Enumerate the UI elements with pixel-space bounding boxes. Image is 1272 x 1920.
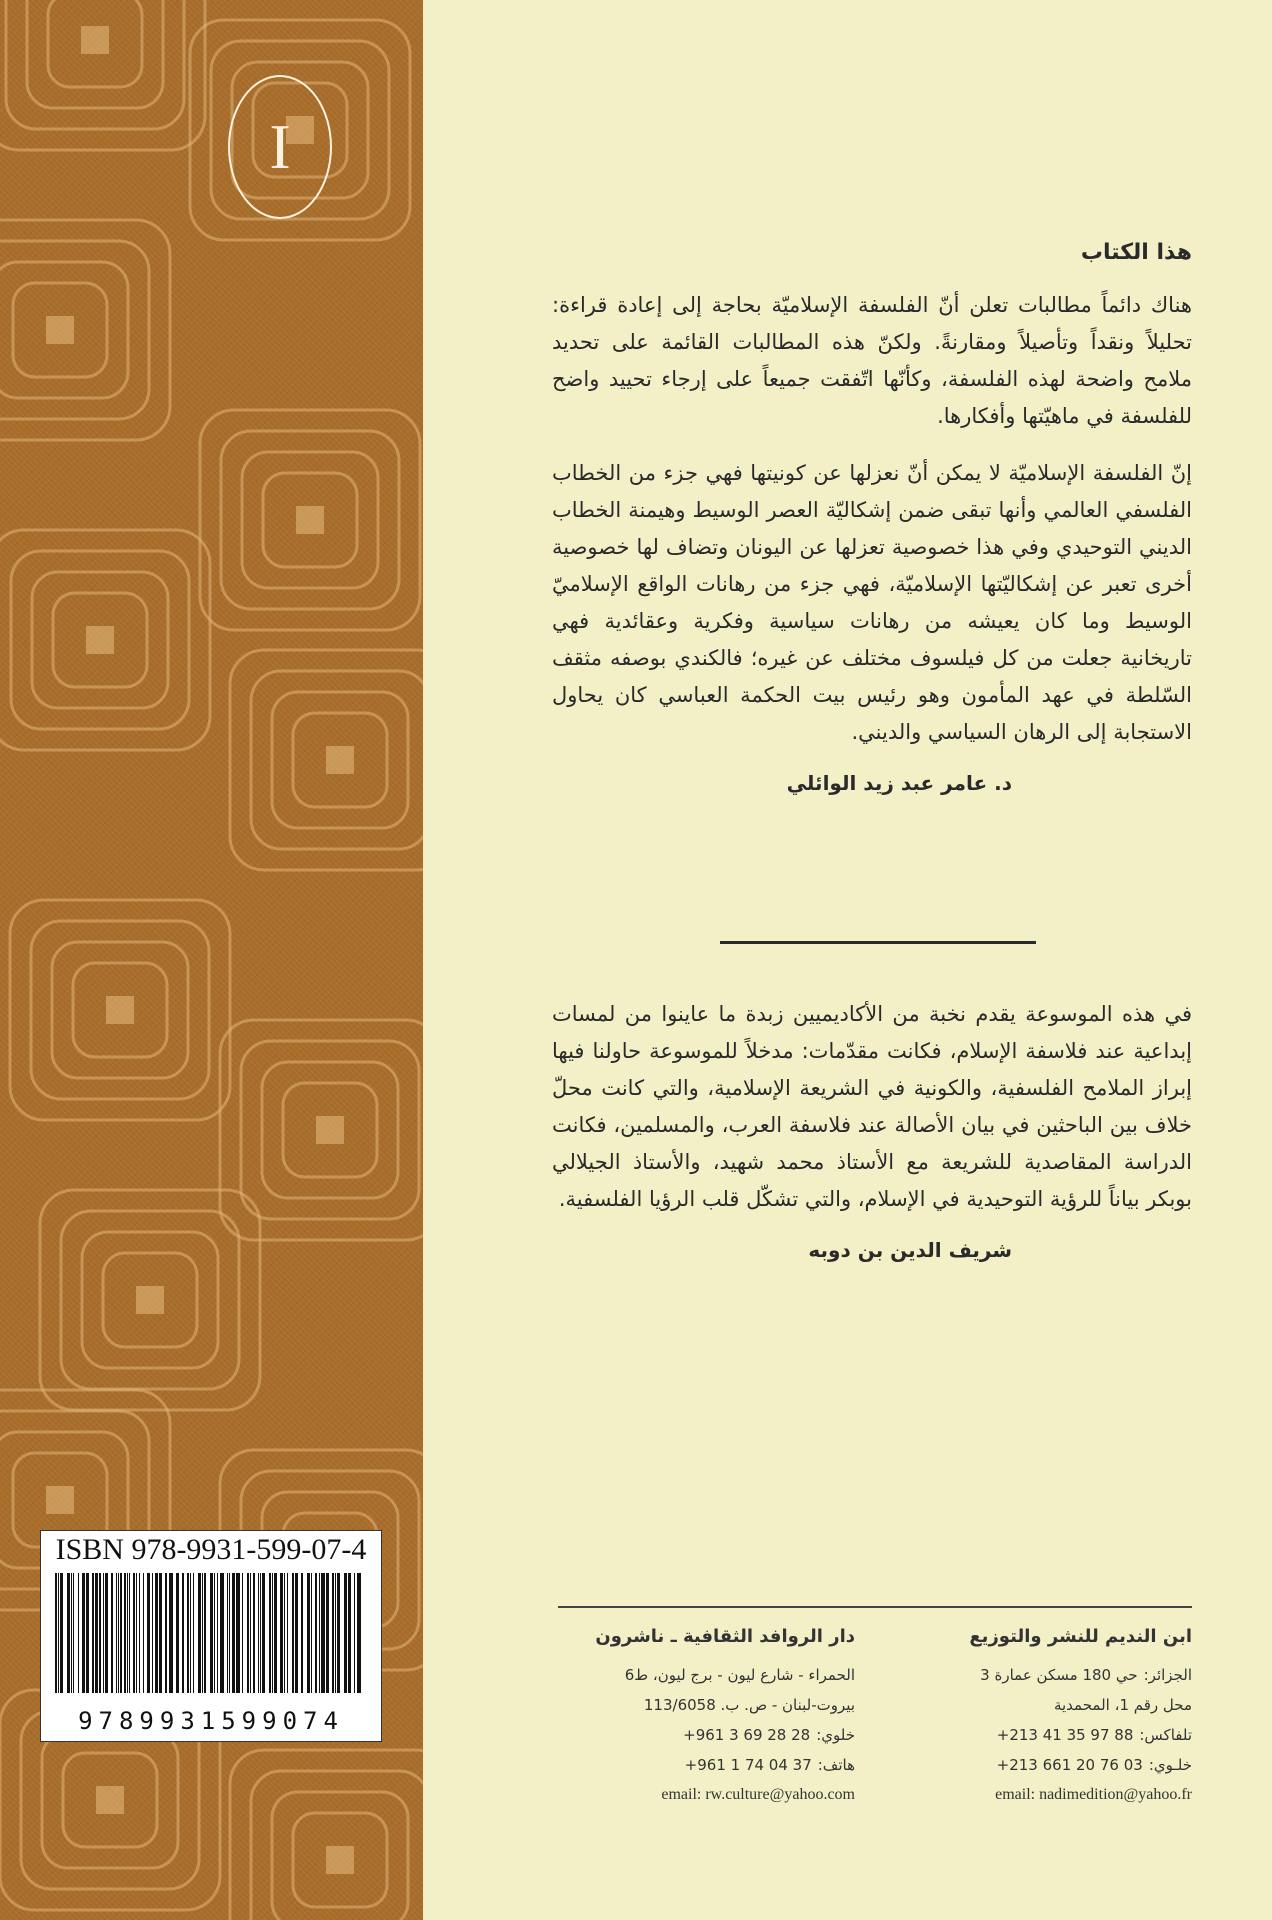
barcode-bar bbox=[280, 1573, 283, 1693]
barcode-bar bbox=[307, 1573, 310, 1693]
mobile-line bbox=[560, 1720, 855, 1750]
description-section bbox=[552, 240, 1192, 795]
barcode-bar bbox=[116, 1573, 117, 1693]
barcode-bar bbox=[335, 1573, 336, 1693]
pattern-center bbox=[296, 506, 324, 534]
address-value: حي 180 مسكن عمارة 3 bbox=[980, 1666, 1138, 1684]
barcode-bar bbox=[258, 1573, 259, 1693]
barcode-bar bbox=[236, 1573, 240, 1693]
barcode-bar bbox=[165, 1573, 167, 1693]
barcode-bar bbox=[155, 1573, 158, 1693]
publisher-name: دار الروافد الثقافية ـ ناشرون bbox=[595, 1626, 855, 1647]
barcode-bar bbox=[111, 1573, 113, 1693]
barcode-bar bbox=[129, 1573, 130, 1693]
barcode-bar bbox=[242, 1573, 243, 1693]
barcode-bar bbox=[202, 1573, 203, 1693]
publisher-nadim bbox=[897, 1622, 1192, 1810]
phone-line bbox=[560, 1750, 855, 1780]
pattern-center bbox=[96, 1786, 124, 1814]
address-label: الجزائر: bbox=[1143, 1666, 1192, 1684]
barcode-bar bbox=[272, 1573, 273, 1693]
barcode-bar bbox=[82, 1573, 85, 1693]
author-signature-2: شريف الدين بن دوبه bbox=[808, 1238, 1012, 1262]
mobile-label: خلوي: bbox=[816, 1726, 855, 1744]
barcode-bar bbox=[159, 1573, 162, 1693]
barcode-bar bbox=[67, 1573, 70, 1693]
phone-number: +961 1 74 04 37 bbox=[684, 1756, 812, 1774]
barcode-bar bbox=[55, 1573, 57, 1693]
pattern-center bbox=[106, 996, 134, 1024]
spine-panel bbox=[0, 0, 423, 1920]
barcode-bar bbox=[176, 1573, 179, 1693]
barcode-bar bbox=[58, 1573, 59, 1693]
pattern-center bbox=[326, 1846, 354, 1874]
barcode-bar bbox=[147, 1573, 150, 1693]
barcode-bar bbox=[105, 1573, 108, 1693]
barcode-bar bbox=[292, 1573, 294, 1693]
author-signature-1: د. عامر عبد زيد الوائلي bbox=[786, 771, 1012, 795]
barcode-bar bbox=[204, 1573, 206, 1693]
barcode-bar bbox=[71, 1573, 72, 1693]
barcode-bar bbox=[274, 1573, 277, 1693]
pattern-center bbox=[46, 1486, 74, 1514]
fax-label: تلفاكس: bbox=[1139, 1726, 1192, 1744]
fax-line bbox=[897, 1720, 1192, 1750]
barcode-bar bbox=[354, 1573, 355, 1693]
mobile-line bbox=[897, 1750, 1192, 1780]
barcode-bar bbox=[344, 1573, 347, 1693]
barcode-bar bbox=[124, 1573, 126, 1693]
barcode-bar bbox=[73, 1573, 74, 1693]
barcode-bar bbox=[193, 1573, 194, 1693]
barcode-bar bbox=[247, 1573, 249, 1693]
isbn-text: ISBN 978-9931-599-07-4 bbox=[55, 1533, 367, 1566]
barcode-bar bbox=[337, 1573, 340, 1693]
pattern-center bbox=[86, 626, 114, 654]
barcode-bar bbox=[250, 1573, 251, 1693]
barcode-bar bbox=[95, 1573, 98, 1693]
paragraph-2: إنّ الفلسفة الإسلاميّة لا يمكن أنّ نعزلها عن كونيتها فهي جزء من الخطاب الفلسفي العالمي وأنها تبقى ضمن إشكاليّة العصر الوسيط وهيمنة الخطاب الديني التوحيدي وفي هذا خصوصية تعزلها عن اليونان وتضاف لها خصوصية أخرى تعبر عن إشكاليّتها الإسلاميّة، فهي جزء من رهانات الواقع الإسلاميّ الوسيط وما كان يعيشه من رهانات سياسية وفكرية وعقائدية فهي تاريخانية جعلت من كل فيلسوف مختلف عن غيره؛ فالكندي بوصفه مثقف السّلطة في عهد المأمون وهو رئيس بيت الحكمة العباسي كان يحاول الاستجابة إلى الرهان السياسي والديني. bbox=[552, 461, 1192, 744]
barcode-bar bbox=[348, 1573, 351, 1693]
barcode-bar bbox=[260, 1573, 261, 1693]
barcode-block bbox=[40, 1530, 382, 1742]
email-link[interactable]: email: nadimedition@yahoo.fr bbox=[995, 1786, 1192, 1803]
pattern-square bbox=[230, 1750, 423, 1920]
barcode-bar bbox=[182, 1573, 184, 1693]
address-line-1: الحمراء - شارع ليون - برج ليون، ط6 bbox=[624, 1666, 855, 1684]
barcode-bar bbox=[86, 1573, 89, 1693]
barcode-bar bbox=[143, 1573, 144, 1693]
barcode-bar bbox=[99, 1573, 101, 1693]
mobile-label: خلـوي: bbox=[1148, 1756, 1192, 1774]
barcode-bar bbox=[78, 1573, 79, 1693]
pattern-center bbox=[136, 1286, 164, 1314]
volume-number: I bbox=[269, 111, 291, 182]
publisher-rawafed bbox=[560, 1622, 855, 1810]
barcode-bar bbox=[127, 1573, 128, 1693]
encyclopedia-section bbox=[552, 996, 1192, 1262]
barcode-bar bbox=[269, 1573, 271, 1693]
barcode-bar bbox=[262, 1573, 265, 1693]
pattern-center bbox=[81, 26, 109, 54]
barcode-digits: 9789931599074 bbox=[78, 1707, 344, 1735]
barcode-bar bbox=[332, 1573, 334, 1693]
barcode-bar bbox=[229, 1573, 230, 1693]
pattern-center bbox=[316, 1116, 344, 1144]
paragraph-3: في هذه الموسوعة يقدم نخبة من الأكاديميين زبدة ما عاينوا من لمسات إبداعية عند فلاسفة الإسلام، فكانت مقدّمات: مدخلاً للموسوعة حاولنا فيها إبراز الملامح الفلسفية، والكونية في الشريعة الإسلامية، والتي كانت محلّ خلاف بين الباحثين في بيان الأصالة عند فلاسفة العرب، والمسلمين، فكانت الدراسة المقاصدية للشريعة مع الأستاذ محمد شهيد، والأستاذ الجيلالي بوبكر بياناً للرؤية التوحيدية في الإسلام، والتي تشكّل قلب الرؤيا الفلسفية. bbox=[552, 1002, 1192, 1211]
pattern-center bbox=[326, 746, 354, 774]
barcode-bar bbox=[118, 1573, 119, 1693]
barcode-bar bbox=[227, 1573, 228, 1693]
barcode-bar bbox=[103, 1573, 104, 1693]
section-heading: هذا الكتاب bbox=[1080, 240, 1192, 265]
paragraph-1: هناك دائماً مطالبات تعلن أنّ الفلسفة الإسلاميّة بحاجة إلى إعادة قراءة: تحليلاً ونقداً وتأصيلاً ومقارنةً. ولكنّ هذه المطالبات القائمة على تحديد ملامح واضحة لهذه الفلسفة، وكأنّها اتّفقت جميعاً على إرجاء تحييد واضح للفلسفة في ماهيّتها وأفكارها. bbox=[552, 293, 1192, 428]
address-line-1 bbox=[897, 1660, 1192, 1690]
publisher-name: ابن النديم للنشر والتوزيع bbox=[969, 1626, 1192, 1647]
barcode-bar bbox=[152, 1573, 153, 1693]
barcode-bars bbox=[55, 1573, 367, 1693]
barcode-bar bbox=[311, 1573, 312, 1693]
fax-number: +213 41 35 97 88 bbox=[996, 1726, 1134, 1744]
publisher-divider bbox=[558, 1606, 1192, 1608]
barcode-bar bbox=[187, 1573, 189, 1693]
barcode-bar bbox=[214, 1573, 215, 1693]
barcode-bar bbox=[190, 1573, 191, 1693]
barcode-bar bbox=[295, 1573, 298, 1693]
barcode-bar bbox=[133, 1573, 135, 1693]
barcode-bar bbox=[210, 1573, 213, 1693]
barcode-bar bbox=[315, 1573, 317, 1693]
volume-badge bbox=[228, 75, 332, 219]
address-line-2: محل رقم 1، المحمدية bbox=[1053, 1696, 1192, 1714]
section-divider bbox=[720, 941, 1036, 944]
barcode-bar bbox=[92, 1573, 94, 1693]
barcode-bar bbox=[284, 1573, 285, 1693]
mobile-number: +961 3 69 28 28 bbox=[683, 1726, 811, 1744]
barcode-bar bbox=[357, 1573, 361, 1693]
phone-label: هاتف: bbox=[817, 1756, 855, 1774]
email-link[interactable]: email: rw.culture@yahoo.com bbox=[661, 1786, 855, 1803]
barcode-bar bbox=[169, 1573, 173, 1693]
barcode-bar bbox=[253, 1573, 255, 1693]
barcode-bar bbox=[139, 1573, 140, 1693]
mobile-number: +213 661 20 76 03 bbox=[996, 1756, 1143, 1774]
barcode-bar bbox=[301, 1573, 303, 1693]
barcode-bar bbox=[136, 1573, 137, 1693]
barcode-bar bbox=[198, 1573, 201, 1693]
pattern-center bbox=[46, 316, 74, 344]
barcode-bar bbox=[220, 1573, 224, 1693]
barcode-bar bbox=[232, 1573, 235, 1693]
barcode-bar bbox=[120, 1573, 122, 1693]
barcode-bar bbox=[60, 1573, 63, 1693]
barcode-bar bbox=[319, 1573, 320, 1693]
barcode-bar bbox=[321, 1573, 325, 1693]
address-line-2: بيروت-لبنان - ص. ب. 113/6058 bbox=[643, 1696, 855, 1714]
barcode-bar bbox=[217, 1573, 218, 1693]
pattern-square bbox=[6, 0, 184, 129]
barcode-bar bbox=[326, 1573, 329, 1693]
barcode-bar bbox=[287, 1573, 288, 1693]
